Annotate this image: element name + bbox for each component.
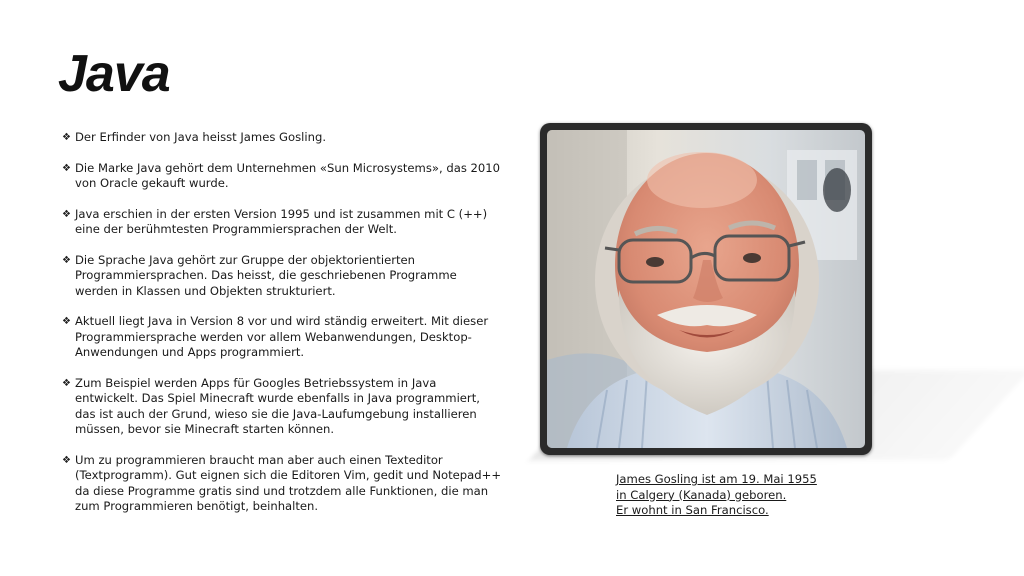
diamond-bullet-icon: ❖ — [62, 254, 71, 266]
portrait-photo-icon — [547, 130, 865, 448]
photo-frame — [540, 123, 872, 455]
bullet-text: Zum Beispiel werden Apps für Googles Betriebssystem in Java entwickelt. Das Spiel Minecraft wurde ebenfalls in Java programmiert, das ist auch der Grund, wieso sie die Java-Laufumgebung installieren müssen, bevor sie Minecraft starten können. — [75, 375, 480, 437]
diamond-bullet-icon: ❖ — [62, 454, 71, 466]
bullet-list — [62, 130, 502, 530]
caption-line: in Calgery (Kanada) geboren. — [616, 487, 787, 502]
slide-title: Java — [58, 45, 170, 103]
bullet-text: Die Sprache Java gehört zur Gruppe der objektorientierten Programmiersprachen. Das heisst, die geschriebenen Programme werden in Klassen und Objekten strukturiert. — [75, 252, 457, 298]
bullet-item — [62, 453, 502, 515]
bullet-item — [62, 207, 502, 238]
caption-line: James Gosling ist am 19. Mai 1955 — [616, 472, 817, 486]
bullet-text: Java erschien in der ersten Version 1995 und ist zusammen mit C (++) eine der berühmtesten Programmiersprachen der Welt. — [75, 206, 488, 237]
bullet-item — [62, 161, 502, 192]
bullet-text: Um zu programmieren braucht man aber auch einen Texteditor (Textprogramm). Gut eignen sich die Editoren Vim, gedit und Notepad++ da diese Programme gratis sind und trotzdem alle Funktionen, die man zum Programmieren benötigt, beinhalten. — [75, 452, 502, 514]
bullet-item — [62, 314, 502, 360]
photo-caption[interactable] — [616, 472, 817, 519]
bullet-item — [62, 130, 502, 145]
bullet-item — [62, 376, 502, 438]
diamond-bullet-icon: ❖ — [62, 377, 71, 389]
bullet-text: Die Marke Java gehört dem Unternehmen «Sun Microsystems», das 2010 von Oracle gekauft wurde. — [75, 160, 501, 191]
diamond-bullet-icon: ❖ — [62, 132, 71, 143]
bullet-text: Aktuell liegt Java in Version 8 vor und wird ständig erweitert. Mit dieser Programmiersprache werden vor allem Webanwendungen, Desktop-Anwendungen und Apps programmiert. — [75, 314, 489, 360]
diamond-bullet-icon: ❖ — [62, 208, 71, 220]
diamond-bullet-icon: ❖ — [62, 162, 71, 174]
bullet-text: Der Erfinder von Java heisst James Gosling. — [75, 130, 327, 144]
caption-line: Er wohnt in San Francisco. — [616, 503, 769, 517]
diamond-bullet-icon: ❖ — [62, 316, 71, 328]
bullet-item — [62, 253, 502, 299]
